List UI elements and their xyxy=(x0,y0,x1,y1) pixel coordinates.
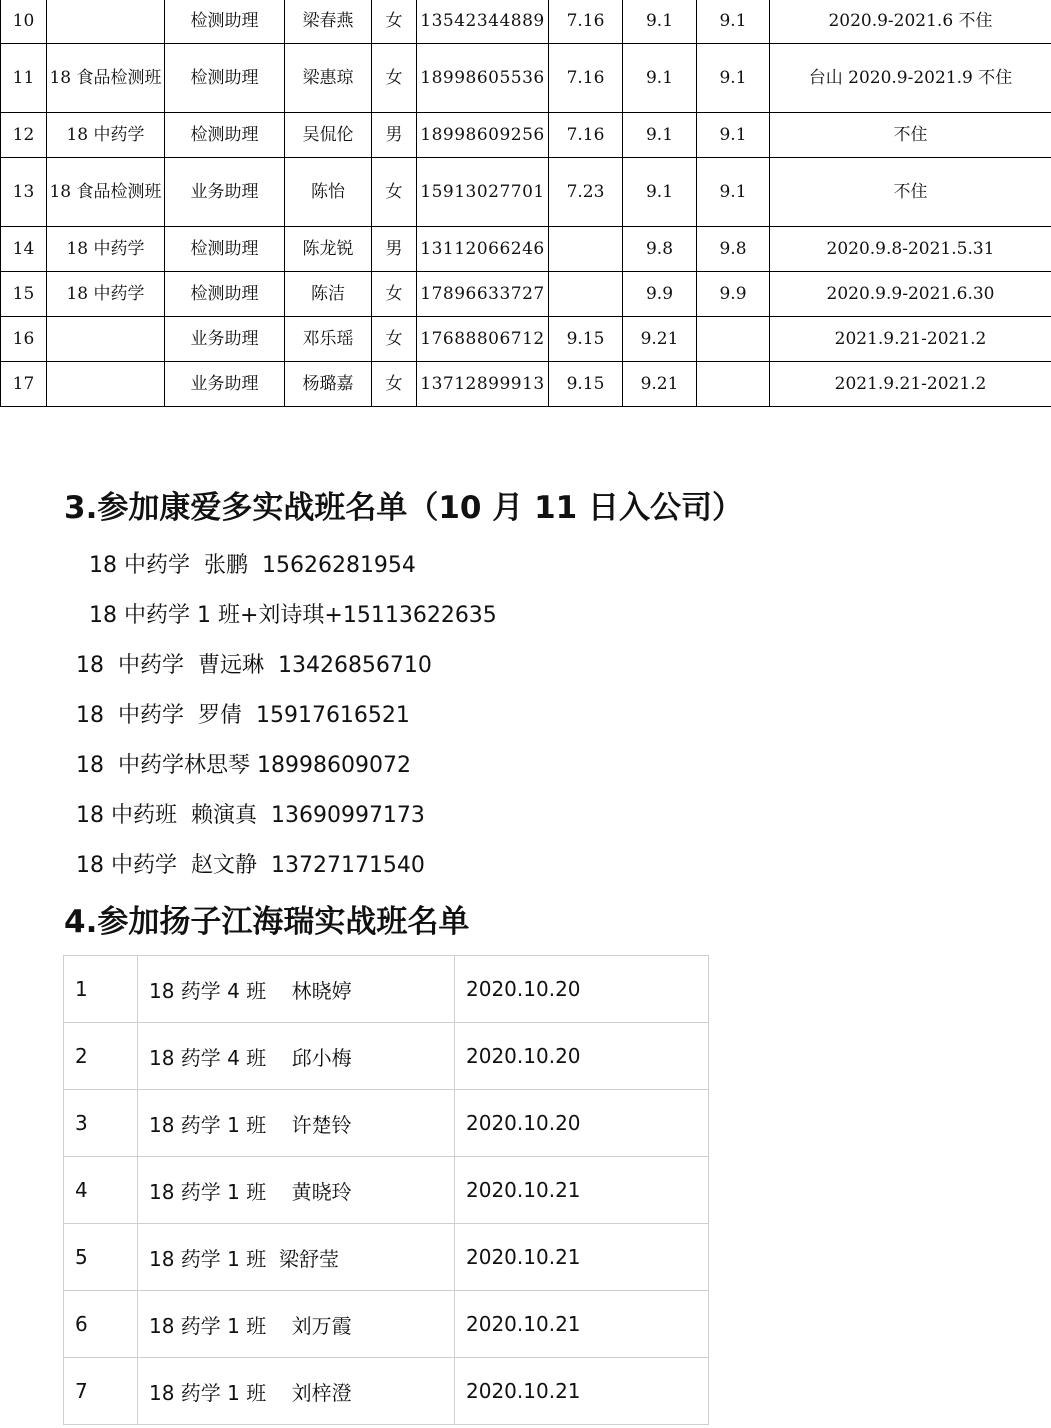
student-cell: 18 药学 1 班 梁舒莹 xyxy=(138,1224,455,1291)
row-number: 2 xyxy=(64,1023,138,1090)
role-cell: 业务助理 xyxy=(165,317,285,362)
list-item: 18 中药学 罗倩 15917616521 xyxy=(76,703,410,728)
yangzijiang-roster-table xyxy=(63,955,709,1425)
list-item: 18 中药学 曹远琳 13426856710 xyxy=(76,653,432,678)
note-cell: 2021.9.21-2021.2 xyxy=(770,317,1051,362)
date-cell: 9.8 xyxy=(697,227,770,272)
class-cell: 18 中药学 xyxy=(47,113,165,158)
name-cell: 陈龙锐 xyxy=(285,227,372,272)
date-cell: 2020.10.20 xyxy=(455,1090,709,1157)
table-row xyxy=(64,956,709,1023)
phone-cell: 17688806712 xyxy=(417,317,549,362)
name-cell: 杨璐嘉 xyxy=(285,362,372,407)
date-cell xyxy=(697,362,770,407)
phone-cell: 15913027701 xyxy=(417,158,549,227)
name-cell: 陈洁 xyxy=(285,272,372,317)
date-cell: 7.23 xyxy=(549,158,623,227)
table-row xyxy=(1,227,1051,272)
date-cell xyxy=(697,317,770,362)
date-cell: 7.16 xyxy=(549,44,623,113)
class-cell: 18 中药学 xyxy=(47,227,165,272)
note-cell: 2021.9.21-2021.2 xyxy=(770,362,1051,407)
date-cell: 9.1 xyxy=(697,113,770,158)
role-cell: 检测助理 xyxy=(165,44,285,113)
role-cell: 检测助理 xyxy=(165,272,285,317)
table-row xyxy=(64,1023,709,1090)
gender-cell: 女 xyxy=(372,158,417,227)
role-cell: 业务助理 xyxy=(165,158,285,227)
row-number: 7 xyxy=(64,1358,138,1425)
row-number: 15 xyxy=(1,272,47,317)
class-cell: 18 中药学 xyxy=(47,272,165,317)
gender-cell: 女 xyxy=(372,272,417,317)
date-cell: 9.9 xyxy=(697,272,770,317)
row-number: 4 xyxy=(64,1157,138,1224)
date-cell: 2020.10.21 xyxy=(455,1157,709,1224)
class-cell: 18 食品检测班 xyxy=(47,158,165,227)
list-item: 18 中药学 张鹏 15626281954 xyxy=(89,553,416,578)
date-cell: 9.1 xyxy=(697,158,770,227)
table-row xyxy=(1,113,1051,158)
gender-cell: 女 xyxy=(372,362,417,407)
date-cell: 9.1 xyxy=(697,0,770,44)
student-cell: 18 药学 1 班 黄晓玲 xyxy=(138,1157,455,1224)
date-cell: 2020.10.20 xyxy=(455,956,709,1023)
name-cell: 梁惠琼 xyxy=(285,44,372,113)
phone-cell: 13542344889 xyxy=(417,0,549,44)
table-row xyxy=(1,362,1051,407)
table-row xyxy=(1,44,1051,113)
date-cell: 9.1 xyxy=(623,113,697,158)
list-item: 18 中药学 1 班+刘诗琪+15113622635 xyxy=(89,603,497,628)
date-cell: 9.21 xyxy=(623,317,697,362)
note-cell: 台山 2020.9-2021.9 不住 xyxy=(770,44,1051,113)
class-cell xyxy=(47,362,165,407)
class-cell xyxy=(47,0,165,44)
date-cell: 9.1 xyxy=(623,0,697,44)
phone-cell: 13712899913 xyxy=(417,362,549,407)
date-cell: 9.1 xyxy=(623,158,697,227)
phone-cell: 13112066246 xyxy=(417,227,549,272)
name-cell: 梁春燕 xyxy=(285,0,372,44)
table-row xyxy=(64,1291,709,1358)
note-cell: 2020.9-2021.6 不住 xyxy=(770,0,1051,44)
date-cell: 2020.10.21 xyxy=(455,1291,709,1358)
row-number: 11 xyxy=(1,44,47,113)
student-cell: 18 药学 1 班 许楚铃 xyxy=(138,1090,455,1157)
date-cell: 9.8 xyxy=(623,227,697,272)
list-item: 18 中药学林思琴 18998609072 xyxy=(76,753,411,778)
row-number: 6 xyxy=(64,1291,138,1358)
list-item: 18 中药班 赖演真 13690997173 xyxy=(76,803,425,828)
row-number: 3 xyxy=(64,1090,138,1157)
table-row xyxy=(64,1358,709,1425)
table-row xyxy=(1,317,1051,362)
date-cell: 9.15 xyxy=(549,362,623,407)
date-cell: 2020.10.21 xyxy=(455,1358,709,1425)
date-cell: 9.1 xyxy=(697,44,770,113)
date-cell xyxy=(549,227,623,272)
date-cell: 2020.10.20 xyxy=(455,1023,709,1090)
table-row xyxy=(1,0,1051,44)
date-cell xyxy=(549,272,623,317)
table-row xyxy=(64,1090,709,1157)
name-cell: 邓乐瑶 xyxy=(285,317,372,362)
student-cell: 18 药学 1 班 刘万霞 xyxy=(138,1291,455,1358)
gender-cell: 女 xyxy=(372,44,417,113)
row-number: 13 xyxy=(1,158,47,227)
role-cell: 检测助理 xyxy=(165,113,285,158)
row-number: 12 xyxy=(1,113,47,158)
note-cell: 不住 xyxy=(770,113,1051,158)
role-cell: 业务助理 xyxy=(165,362,285,407)
role-cell: 检测助理 xyxy=(165,227,285,272)
row-number: 16 xyxy=(1,317,47,362)
date-cell: 2020.10.21 xyxy=(455,1224,709,1291)
row-number: 5 xyxy=(64,1224,138,1291)
gender-cell: 女 xyxy=(372,317,417,362)
date-cell: 7.16 xyxy=(549,113,623,158)
table-row xyxy=(1,272,1051,317)
section-3-heading: 3.参加康爱多实战班名单（10 月 11 日入公司） xyxy=(64,490,744,526)
phone-cell: 17896633727 xyxy=(417,272,549,317)
role-cell: 检测助理 xyxy=(165,0,285,44)
row-number: 1 xyxy=(64,956,138,1023)
class-cell: 18 食品检测班 xyxy=(47,44,165,113)
gender-cell: 女 xyxy=(372,0,417,44)
phone-cell: 18998605536 xyxy=(417,44,549,113)
section-4-heading: 4.参加扬子江海瑞实战班名单 xyxy=(64,904,470,940)
student-cell: 18 药学 1 班 刘梓澄 xyxy=(138,1358,455,1425)
name-cell: 陈怡 xyxy=(285,158,372,227)
note-cell: 不住 xyxy=(770,158,1051,227)
table-row xyxy=(64,1224,709,1291)
date-cell: 9.1 xyxy=(623,44,697,113)
row-number: 10 xyxy=(1,0,47,44)
table-row xyxy=(1,158,1051,227)
date-cell: 9.9 xyxy=(623,272,697,317)
student-cell: 18 药学 4 班 林晓婷 xyxy=(138,956,455,1023)
row-number: 17 xyxy=(1,362,47,407)
table-row xyxy=(64,1157,709,1224)
note-cell: 2020.9.9-2021.6.30 xyxy=(770,272,1051,317)
intern-table xyxy=(0,0,1051,407)
phone-cell: 18998609256 xyxy=(417,113,549,158)
class-cell xyxy=(47,317,165,362)
gender-cell: 男 xyxy=(372,227,417,272)
note-cell: 2020.9.8-2021.5.31 xyxy=(770,227,1051,272)
date-cell: 7.16 xyxy=(549,0,623,44)
gender-cell: 男 xyxy=(372,113,417,158)
student-cell: 18 药学 4 班 邱小梅 xyxy=(138,1023,455,1090)
row-number: 14 xyxy=(1,227,47,272)
date-cell: 9.21 xyxy=(623,362,697,407)
name-cell: 吴侃伦 xyxy=(285,113,372,158)
list-item: 18 中药学 赵文静 13727171540 xyxy=(76,853,425,878)
date-cell: 9.15 xyxy=(549,317,623,362)
